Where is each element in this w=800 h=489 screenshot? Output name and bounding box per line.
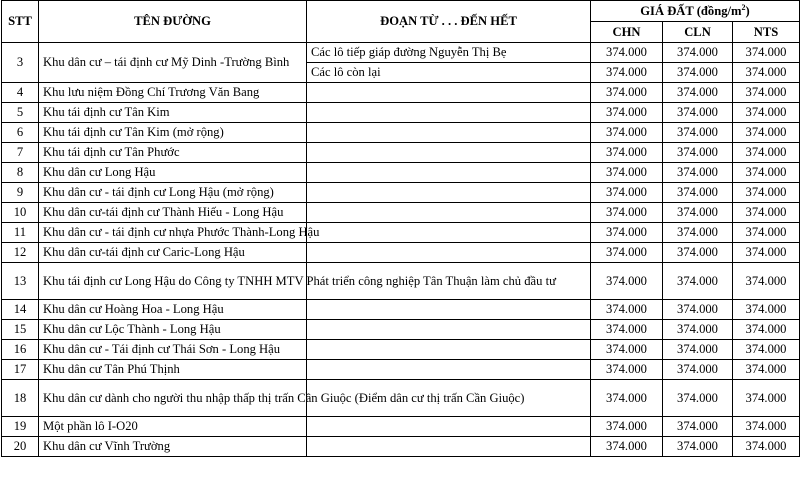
cell-nts: 374.000 (733, 320, 800, 340)
cell-stt: 14 (2, 300, 39, 320)
header-chn: CHN (591, 22, 663, 43)
cell-cln: 374.000 (663, 300, 733, 320)
table-row (2, 243, 800, 263)
cell-street: Khu dân cư – tái định cư Mỹ Dinh -Trường Bình (39, 43, 307, 83)
cell-nts: 374.000 (733, 103, 800, 123)
table-row (2, 83, 800, 103)
header-segment: ĐOẠN TỪ . . . ĐẾN HẾT (307, 1, 591, 43)
cell-nts: 374.000 (733, 380, 800, 417)
cell-segment: Các lô tiếp giáp đường Nguyễn Thị Bẹ (307, 43, 591, 63)
cell-nts: 374.000 (733, 123, 800, 143)
header-price-group (591, 1, 800, 22)
cell-chn: 374.000 (591, 300, 663, 320)
table-row (2, 223, 800, 243)
cell-street: Khu dân cư dành cho người thu nhập thấp thị trấn Cần Giuộc (Điểm dân cư thị trấn Cần Giuộc) (39, 380, 307, 417)
cell-nts: 374.000 (733, 437, 800, 457)
table-row (2, 123, 800, 143)
cell-chn: 374.000 (591, 43, 663, 63)
header-row-top (2, 1, 800, 22)
cell-street: Khu dân cư Vĩnh Trường (39, 437, 307, 457)
cell-cln: 374.000 (663, 103, 733, 123)
cell-nts: 374.000 (733, 183, 800, 203)
table-row (2, 203, 800, 223)
cell-cln: 374.000 (663, 83, 733, 103)
cell-chn: 374.000 (591, 103, 663, 123)
table-row (2, 320, 800, 340)
cell-stt: 9 (2, 183, 39, 203)
table-row (2, 380, 800, 417)
cell-segment (307, 320, 591, 340)
header-stt: STT (2, 1, 39, 43)
cell-segment (307, 223, 591, 243)
header-price-group-prefix: GIÁ ĐẤT (đồng/m (640, 3, 742, 18)
cell-nts: 374.000 (733, 143, 800, 163)
cell-cln: 374.000 (663, 360, 733, 380)
cell-chn: 374.000 (591, 417, 663, 437)
table-row (2, 417, 800, 437)
cell-street: Khu dân cư Tân Phú Thịnh (39, 360, 307, 380)
cell-stt: 10 (2, 203, 39, 223)
cell-street: Khu dân cư-tái định cư Thành Hiếu - Long Hậu (39, 203, 307, 223)
cell-cln: 374.000 (663, 380, 733, 417)
table-row (2, 360, 800, 380)
cell-stt: 6 (2, 123, 39, 143)
cell-nts: 374.000 (733, 203, 800, 223)
cell-nts: 374.000 (733, 243, 800, 263)
cell-street: Khu dân cư - Tái định cư Thái Sơn - Long Hậu (39, 340, 307, 360)
cell-segment (307, 83, 591, 103)
cell-segment (307, 103, 591, 123)
cell-segment (307, 417, 591, 437)
cell-chn: 374.000 (591, 243, 663, 263)
cell-chn: 374.000 (591, 380, 663, 417)
header-street: TÊN ĐƯỜNG (39, 1, 307, 43)
cell-chn: 374.000 (591, 223, 663, 243)
cell-nts: 374.000 (733, 340, 800, 360)
cell-cln: 374.000 (663, 437, 733, 457)
cell-segment (307, 123, 591, 143)
cell-nts: 374.000 (733, 163, 800, 183)
cell-stt: 15 (2, 320, 39, 340)
cell-stt: 7 (2, 143, 39, 163)
cell-cln: 374.000 (663, 63, 733, 83)
table-row (2, 263, 800, 300)
cell-segment (307, 243, 591, 263)
cell-stt: 11 (2, 223, 39, 243)
cell-stt: 19 (2, 417, 39, 437)
cell-stt: 4 (2, 83, 39, 103)
cell-cln: 374.000 (663, 340, 733, 360)
cell-chn: 374.000 (591, 123, 663, 143)
table-row (2, 183, 800, 203)
cell-chn: 374.000 (591, 263, 663, 300)
table-row (2, 143, 800, 163)
cell-cln: 374.000 (663, 43, 733, 63)
cell-chn: 374.000 (591, 83, 663, 103)
table-row (2, 300, 800, 320)
cell-nts: 374.000 (733, 300, 800, 320)
cell-stt: 8 (2, 163, 39, 183)
cell-nts: 374.000 (733, 263, 800, 300)
cell-segment (307, 183, 591, 203)
cell-chn: 374.000 (591, 360, 663, 380)
land-price-table (1, 0, 800, 457)
header-nts: NTS (733, 22, 800, 43)
cell-cln: 374.000 (663, 263, 733, 300)
cell-stt: 3 (2, 43, 39, 83)
header-price-group-sup: 2 (741, 2, 746, 12)
cell-stt: 20 (2, 437, 39, 457)
table-row (2, 43, 800, 63)
cell-street: Khu tái định cư Tân Kim (mở rộng) (39, 123, 307, 143)
cell-chn: 374.000 (591, 143, 663, 163)
cell-cln: 374.000 (663, 163, 733, 183)
cell-cln: 374.000 (663, 243, 733, 263)
cell-street: Khu dân cư - tái định cư nhựa Phước Thành-Long Hậu (39, 223, 307, 243)
cell-street: Khu tái định cư Long Hậu do Công ty TNHH MTV Phát triển công nghiệp Tân Thuận làm chủ đầu tư (39, 263, 307, 300)
cell-segment (307, 203, 591, 223)
cell-street: Khu lưu niệm Đồng Chí Trương Văn Bang (39, 83, 307, 103)
cell-street: Khu dân cư Hoàng Hoa - Long Hậu (39, 300, 307, 320)
table-row (2, 163, 800, 183)
cell-chn: 374.000 (591, 437, 663, 457)
cell-nts: 374.000 (733, 63, 800, 83)
table-row (2, 437, 800, 457)
cell-chn: 374.000 (591, 183, 663, 203)
cell-chn: 374.000 (591, 340, 663, 360)
cell-street: Một phần lô I-O20 (39, 417, 307, 437)
cell-segment (307, 143, 591, 163)
cell-nts: 374.000 (733, 43, 800, 63)
cell-cln: 374.000 (663, 223, 733, 243)
header-cln: CLN (663, 22, 733, 43)
cell-chn: 374.000 (591, 320, 663, 340)
cell-street: Khu dân cư - tái định cư Long Hậu (mở rộng) (39, 183, 307, 203)
cell-stt: 13 (2, 263, 39, 300)
cell-segment (307, 163, 591, 183)
cell-segment (307, 300, 591, 320)
cell-street: Khu dân cư Long Hậu (39, 163, 307, 183)
cell-cln: 374.000 (663, 203, 733, 223)
cell-stt: 5 (2, 103, 39, 123)
cell-stt: 16 (2, 340, 39, 360)
cell-chn: 374.000 (591, 163, 663, 183)
cell-chn: 374.000 (591, 203, 663, 223)
cell-cln: 374.000 (663, 320, 733, 340)
cell-street: Khu tái định cư Tân Phước (39, 143, 307, 163)
cell-segment (307, 437, 591, 457)
cell-stt: 12 (2, 243, 39, 263)
cell-nts: 374.000 (733, 223, 800, 243)
table-row (2, 340, 800, 360)
cell-cln: 374.000 (663, 417, 733, 437)
cell-stt: 17 (2, 360, 39, 380)
cell-segment (307, 340, 591, 360)
cell-cln: 374.000 (663, 183, 733, 203)
cell-segment: Các lô còn lại (307, 63, 591, 83)
cell-cln: 374.000 (663, 123, 733, 143)
table-row (2, 103, 800, 123)
cell-street: Khu dân cư Lộc Thành - Long Hậu (39, 320, 307, 340)
cell-nts: 374.000 (733, 360, 800, 380)
cell-cln: 374.000 (663, 143, 733, 163)
cell-chn: 374.000 (591, 63, 663, 83)
cell-nts: 374.000 (733, 83, 800, 103)
cell-nts: 374.000 (733, 417, 800, 437)
cell-stt: 18 (2, 380, 39, 417)
cell-segment (307, 360, 591, 380)
header-price-group-suffix: ) (745, 3, 750, 18)
cell-street: Khu dân cư-tái định cư Caric-Long Hậu (39, 243, 307, 263)
cell-street: Khu tái định cư Tân Kim (39, 103, 307, 123)
